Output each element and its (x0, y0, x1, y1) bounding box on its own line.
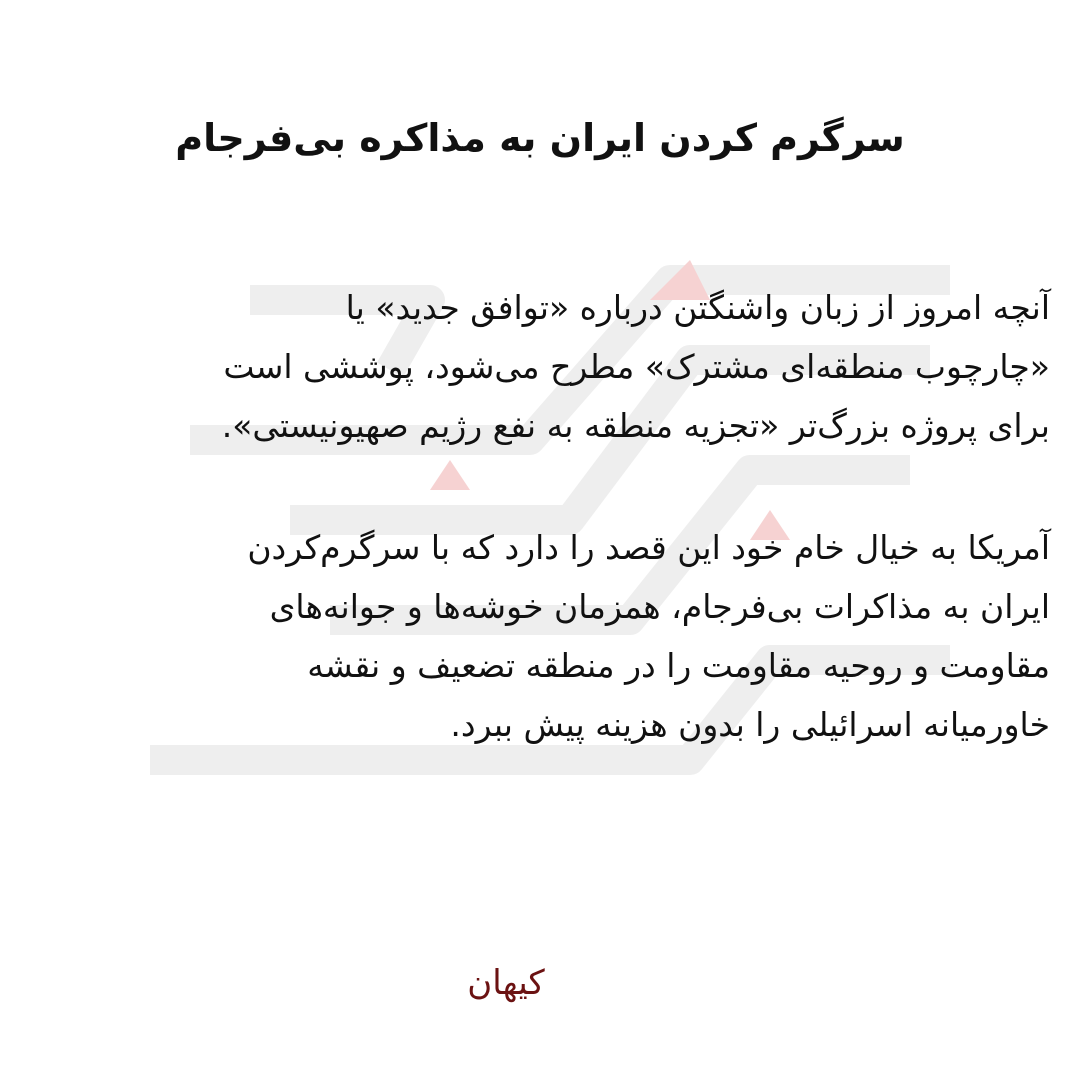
paragraph-2-line: مقاومت و روحیه مقاومت را در منطقه تضعیف و نقشه (307, 646, 1050, 685)
source-label: کیهان (467, 963, 545, 1003)
paragraph-1-line: برای پروژه بزرگ‌تر «تجزیه منطقه به نفع رژیم صهیونیستی». (221, 406, 1050, 445)
paragraph-2-line: آمریکا به خیال خام خود این قصد را دارد که با سرگرم‌کردن (247, 528, 1050, 567)
paragraph-1-line: آنچه امروز از زبان واشنگتن درباره «توافق جدید» یا (345, 288, 1050, 327)
paragraph-1-line: «چارچوب منطقه‌ای مشترک» مطرح می‌شود، پوششی است (223, 347, 1050, 386)
paragraph-2-line: خاورمیانه اسرائیلی را بدون هزینه پیش ببرد. (450, 705, 1050, 744)
paragraph-2-line: ایران به مذاکرات بی‌فرجام، همزمان خوشه‌ها و جوانه‌های (269, 587, 1050, 626)
paragraph-2 (20, 518, 1060, 754)
paragraph-1 (20, 278, 1060, 455)
page-title: سرگرم کردن ایران به مذاکره بی‌فرجام (175, 116, 905, 160)
